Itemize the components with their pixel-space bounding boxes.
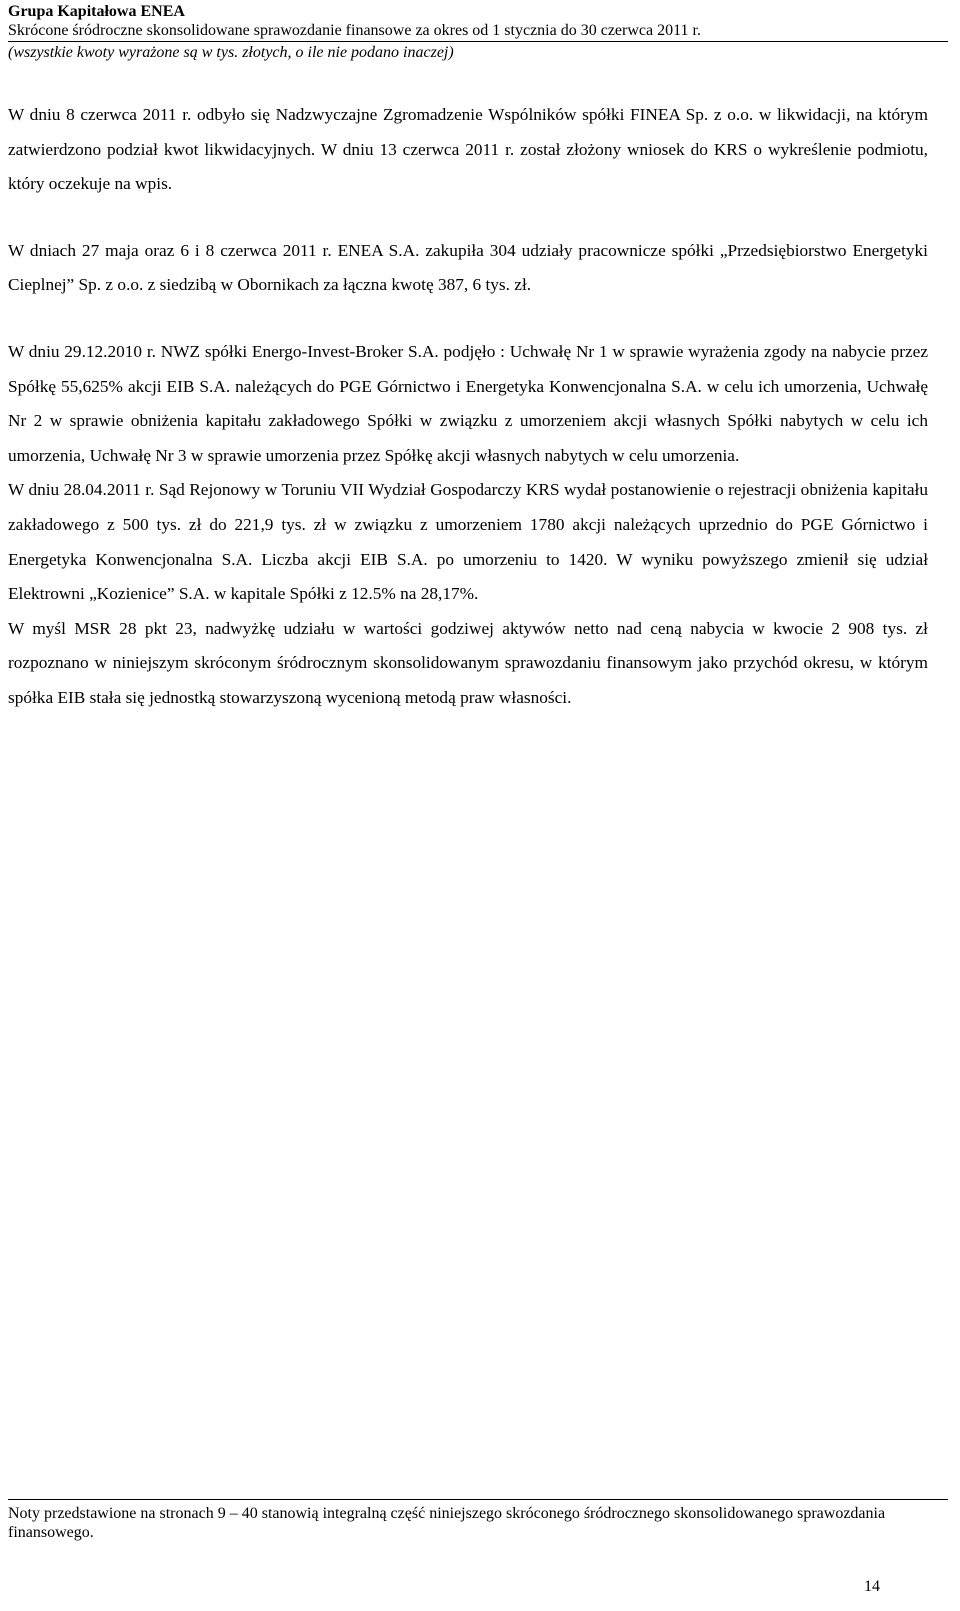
header-divider [8,41,948,42]
units-note: (wszystkie kwoty wyrażone są w tys. złotych, o ile nie podano inaczej) [8,44,454,61]
page-header [8,2,948,40]
paragraph-court-registration: W dniu 28.04.2011 r. Sąd Rejonowy w Toruniu VII Wydział Gospodarczy KRS wydał postanowienie o rejestracji obniżenia kapitału zakładowego z 500 tys. zł do 221,9 tys. zł w związku z umorzeniem 1780 akcji należących uprzednio do PGE Górnictwo i Energetyka Konwencjonalna S.A. Liczba akcji EIB S.A. po umorzeniu to 1420. W wyniku powyższego zmienił się udział Elektrowni „Kozienice” S.A. w kapitale Spółki z 12.5% na 28,17%. [8,480,928,604]
paragraph-finea-liquidation: W dniu 8 czerwca 2011 r. odbyło się Nadzwyczajne Zgromadzenie Wspólników spółki FINEA Sp. z o.o. w likwidacji, na którym zatwierdzono podział kwot likwidacyjnych. W dniu 13 czerwca 2011 r. został złożony wniosek do KRS o wykreślenie podmiotu, który oczekuje na wpis. [8,105,928,194]
paragraph-eib-resolutions: W dniu 29.12.2010 r. NWZ spółki Energo-Invest-Broker S.A. podjęło : Uchwałę Nr 1 w sprawie wyrażenia zgody na nabycie przez Spółkę 55,625% akcji EIB S.A. należących do PGE Górnictwo i Energetyka Konwencjonalna S.A. w celu ich umorzenia, Uchwałę Nr 2 w sprawie obniżenia kapitału zakładowego Spółki w związku z umorzeniem akcji własnych Spółki nabytych w celu ich umorzenia, Uchwałę Nr 3 w sprawie umorzenia przez Spółkę akcji własnych nabytych w celu umorzenia. [8,341,928,465]
page-number: 14 [864,1578,880,1595]
footer-note: Noty przedstawione na stronach 9 – 40 stanowią integralną część niniejszego skróconego śródrocznego skonsolidowanego sprawozdania finansowego. [8,1505,886,1541]
footer-divider [8,1499,948,1500]
paragraph-pec-shares: W dniach 27 maja oraz 6 i 8 czerwca 2011 r. ENEA S.A. zakupiła 304 udziały pracownicze spółki „Przedsiębiorstwo Energetyki Cieplnej” Sp. z o.o. z siedzibą w Obornikach za łączna kwotę 387, 6 tys. zł. [8,240,928,295]
paragraph-msr28: W myśl MSR 28 pkt 23, nadwyżkę udziału w wartości godziwej aktywów netto nad ceną nabycia w kwocie 2 908 tys. zł rozpoznano w niniejszym skróconym śródrocznym skonsolidowanym sprawozdaniu finansowym jako przychód okresu, w którym spółka EIB stała się jednostką stowarzyszoną wycenioną metodą praw własności. [8,618,928,707]
company-name: Grupa Kapitałowa ENEA [8,3,185,20]
document-body [8,98,928,716]
report-title: Skrócone śródroczne skonsolidowane sprawozdanie finansowe za okres od 1 stycznia do 30 czerwca 2011 r. [8,22,701,39]
